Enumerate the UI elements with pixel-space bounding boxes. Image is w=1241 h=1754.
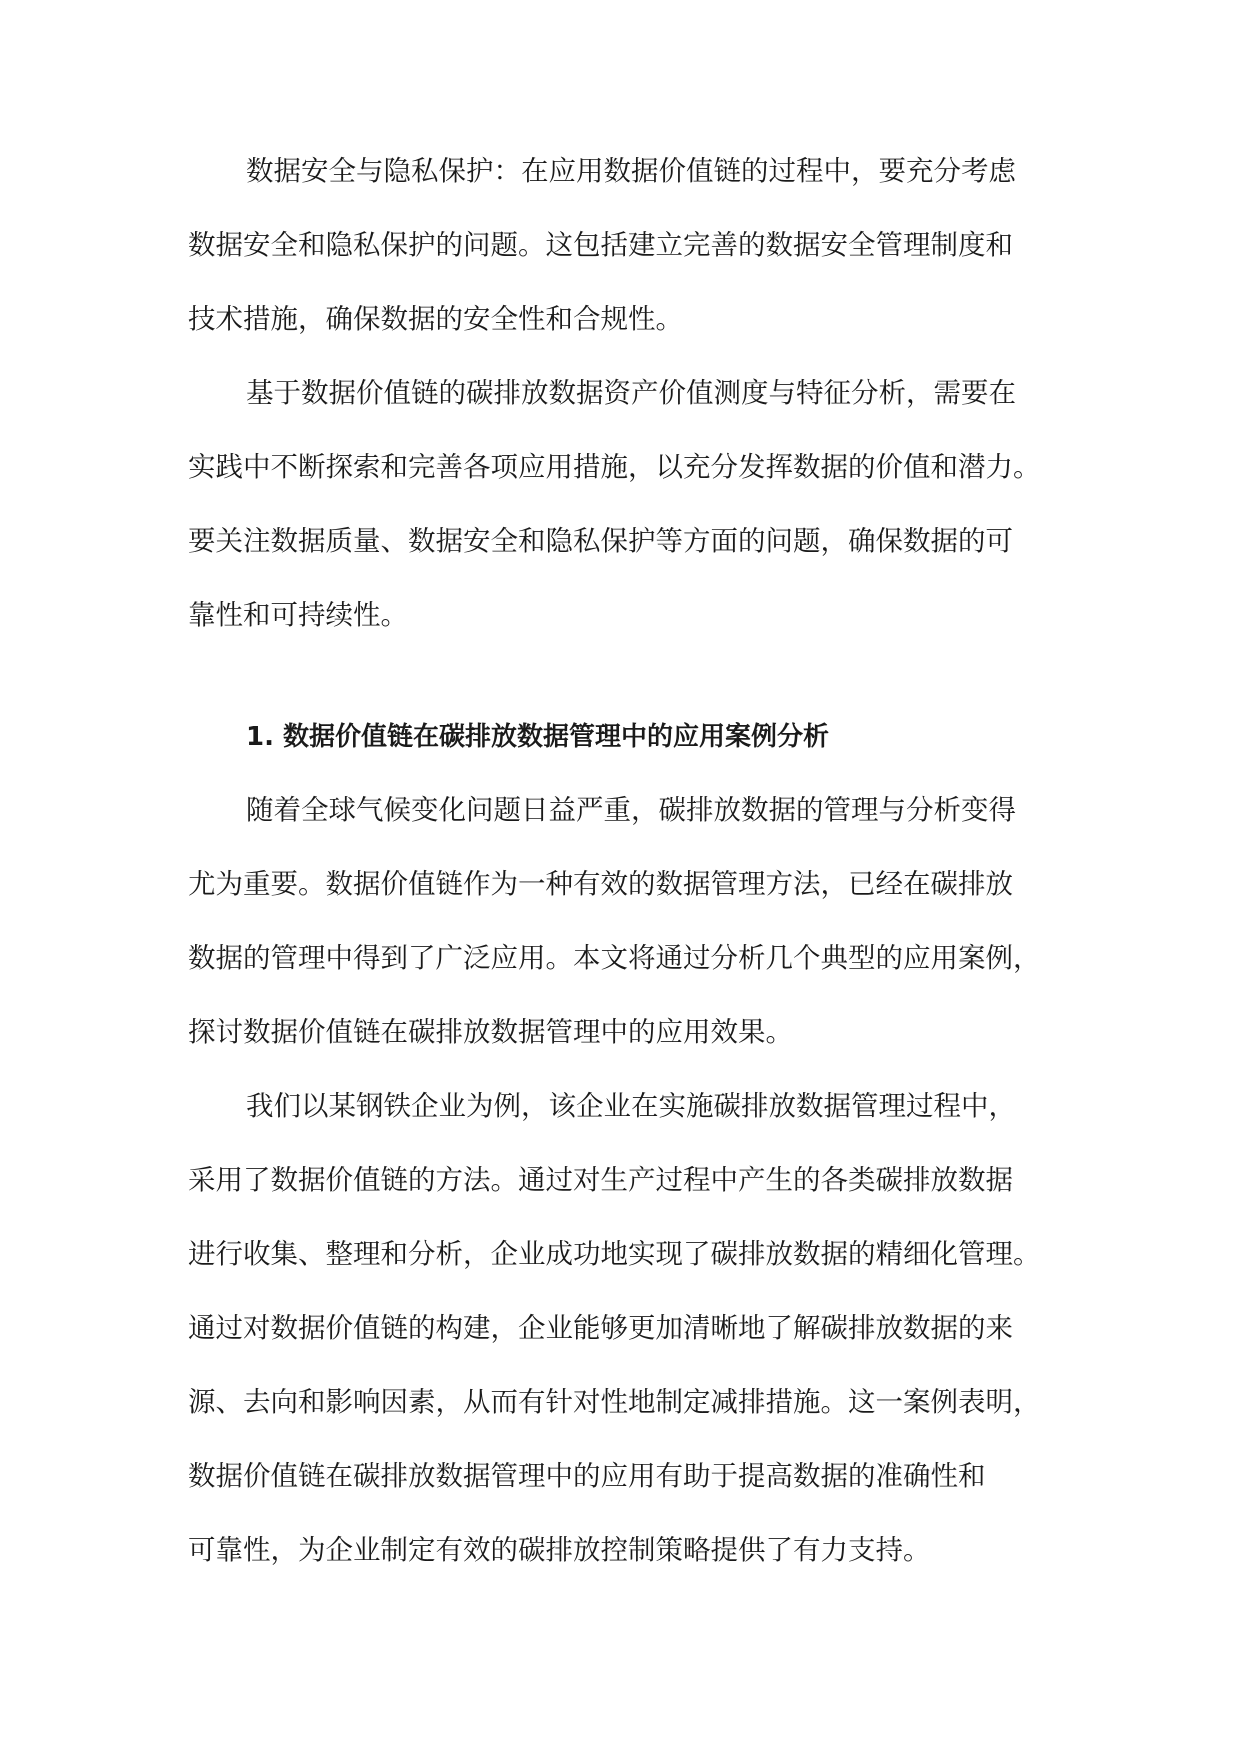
paragraph-1-line-3: 技术措施，确保数据的安全性和合规性。 — [188, 303, 683, 335]
paragraph-3-line-2: 尤为重要。数据价值链作为一种有效的数据管理方法，已经在碳排放 — [188, 868, 1013, 900]
paragraph-1-line-1: 数据安全与隐私保护：在应用数据价值链的过程中，要充分考虑 — [246, 155, 1016, 187]
paragraph-4-line-3: 进行收集、整理和分析，企业成功地实现了碳排放数据的精细化管理。 — [188, 1238, 1041, 1270]
paragraph-4-line-4: 通过对数据价值链的构建，企业能够更加清晰地了解碳排放数据的来 — [188, 1312, 1013, 1344]
paragraph-4-line-7: 可靠性，为企业制定有效的碳排放控制策略提供了有力支持。 — [188, 1534, 931, 1566]
section-heading: 1. 数据价值链在碳排放数据管理中的应用案例分析 — [246, 722, 830, 752]
paragraph-4-line-6: 数据价值链在碳排放数据管理中的应用有助于提高数据的准确性和 — [188, 1460, 986, 1492]
paragraph-2-line-4: 靠性和可持续性。 — [188, 599, 408, 631]
paragraph-2-line-1: 基于数据价值链的碳排放数据资产价值测度与特征分析，需要在 — [246, 377, 1016, 409]
paragraph-4-line-2: 采用了数据价值链的方法。通过对生产过程中产生的各类碳排放数据 — [188, 1164, 1013, 1196]
paragraph-3-line-3: 数据的管理中得到了广泛应用。本文将通过分析几个典型的应用案例， — [188, 942, 1041, 974]
paragraph-3-line-4: 探讨数据价值链在碳排放数据管理中的应用效果。 — [188, 1016, 793, 1048]
paragraph-1-line-2: 数据安全和隐私保护的问题。这包括建立完善的数据安全管理制度和 — [188, 229, 1013, 261]
paragraph-4-line-1: 我们以某钢铁企业为例，该企业在实施碳排放数据管理过程中， — [246, 1090, 1016, 1122]
paragraph-4-line-5: 源、去向和影响因素，从而有针对性地制定减排措施。这一案例表明， — [188, 1386, 1041, 1418]
paragraph-3-line-1: 随着全球气候变化问题日益严重，碳排放数据的管理与分析变得 — [246, 794, 1016, 826]
paragraph-2-line-2: 实践中不断探索和完善各项应用措施，以充分发挥数据的价值和潜力。 — [188, 451, 1041, 483]
paragraph-2-line-3: 要关注数据质量、数据安全和隐私保护等方面的问题，确保数据的可 — [188, 525, 1013, 557]
